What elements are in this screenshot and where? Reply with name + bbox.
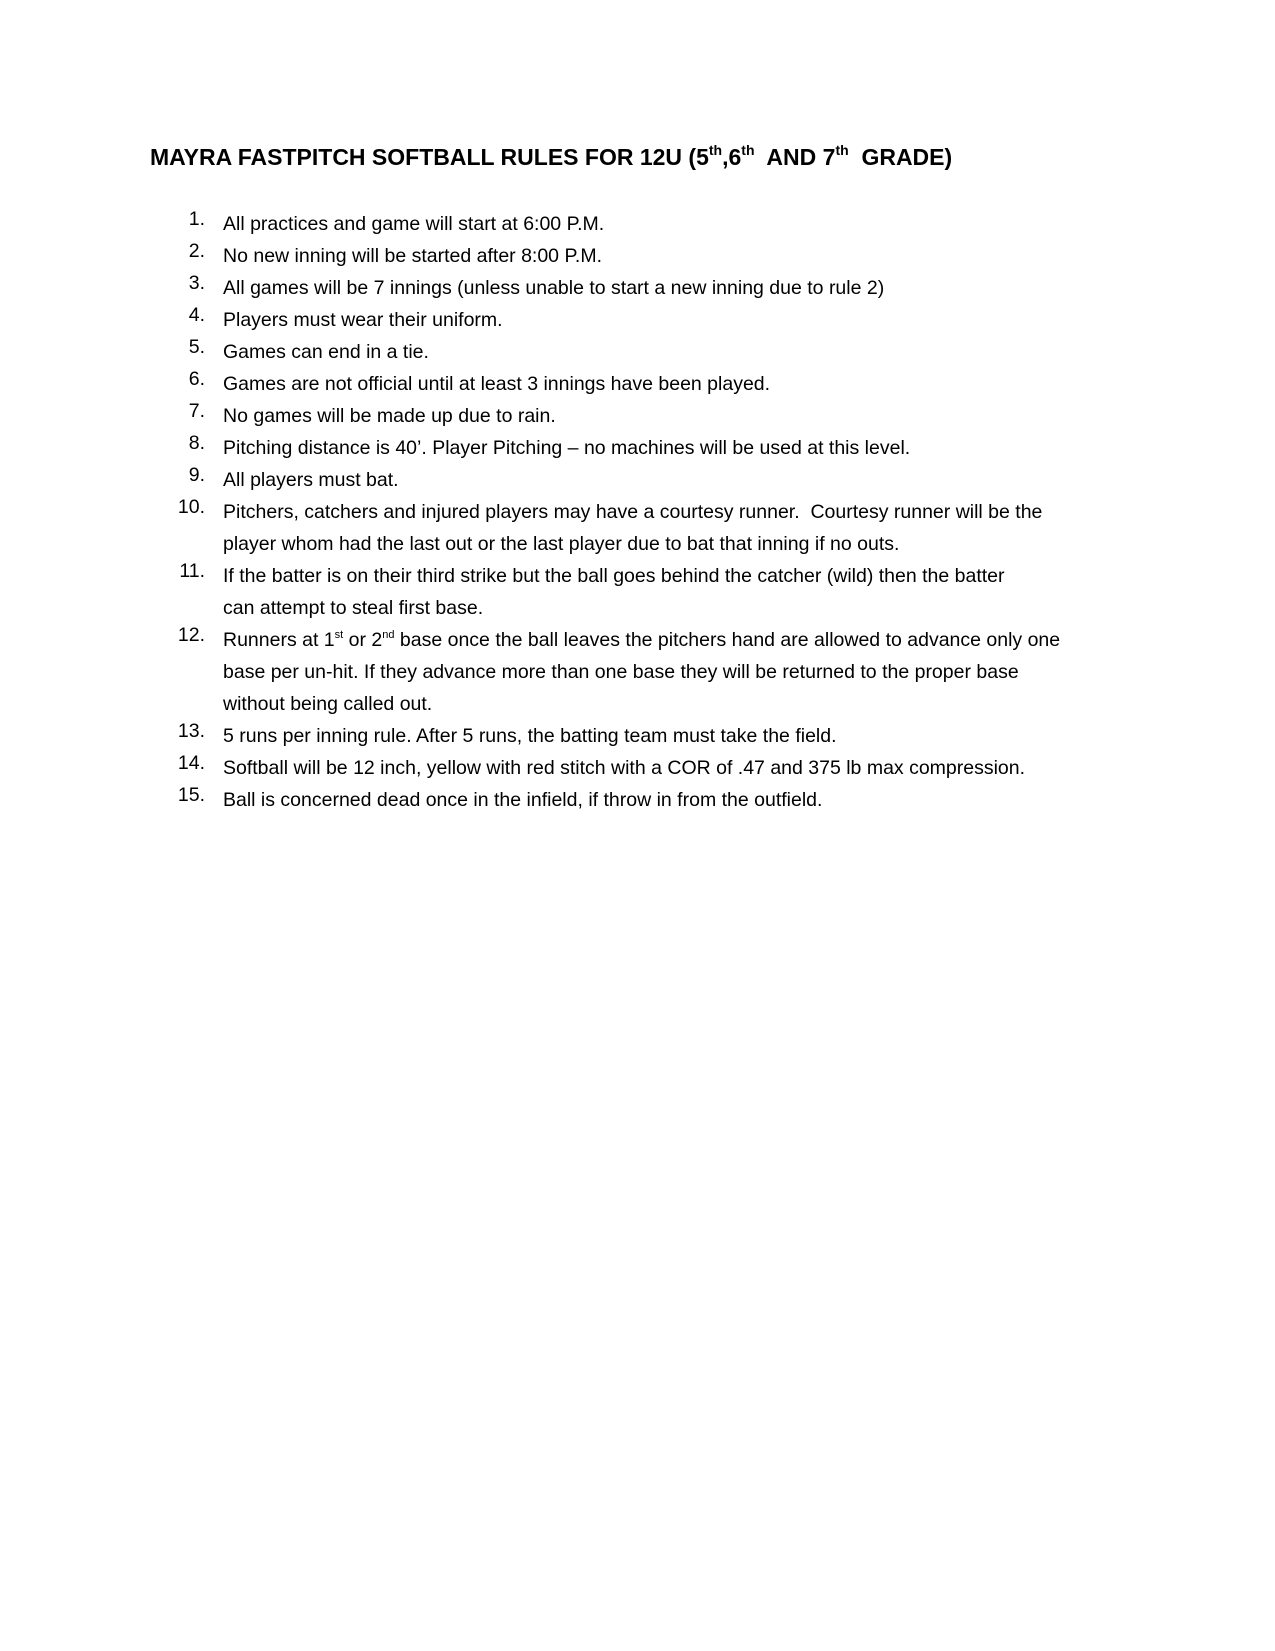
rule-number: 4. — [188, 304, 205, 326]
rule-text: Players must wear their uniform. — [223, 309, 503, 331]
rule-item — [150, 752, 1130, 784]
rule-text: Ball is concerned dead once in the infield, if throw in from the outfield. — [223, 789, 823, 811]
rules-list — [150, 208, 1130, 816]
rule-number: 10. — [177, 496, 205, 518]
rule-text-part: Runners at 1 — [223, 629, 335, 651]
rule-text: Games are not official until at least 3 innings have been played. — [223, 373, 771, 395]
rule-text: Softball will be 12 inch, yellow with red stitch with a COR of .47 and 375 lb max compression. — [223, 757, 1026, 779]
rule-text: All players must bat. — [223, 469, 399, 491]
rule-item — [150, 400, 1130, 432]
rule-text: All practices and game will start at 6:00 P.M. — [223, 213, 605, 235]
rule-item — [150, 208, 1130, 240]
title-superscript: th — [741, 142, 755, 158]
rule-text-continued: can attempt to steal first base. — [223, 597, 484, 619]
title-text: ,6 — [722, 144, 742, 170]
title-superscript: th — [835, 142, 849, 158]
rule-item — [150, 336, 1130, 368]
title-text: GRADE) — [848, 144, 953, 170]
rule-item — [150, 272, 1130, 304]
rule-item — [150, 496, 1130, 560]
title-superscript: th — [708, 142, 723, 158]
rule-item — [150, 720, 1130, 752]
rule-item — [150, 560, 1130, 624]
rule-number: 1. — [188, 208, 205, 230]
rule-item — [150, 368, 1130, 400]
ordinal-superscript: st — [334, 629, 344, 641]
rule-text: No new inning will be started after 8:00 P.M. — [223, 245, 603, 267]
rule-text: Pitching distance is 40’. Player Pitching – no machines will be used at this level. — [223, 437, 911, 459]
rule-text: No games will be made up due to rain. — [223, 405, 556, 427]
rule-text: All games will be 7 innings (unless unable to start a new inning due to rule 2) — [223, 277, 885, 299]
rule-number: 9. — [188, 464, 205, 486]
rule-number: 5. — [188, 336, 205, 358]
rule-number: 15. — [177, 784, 205, 806]
rule-item — [150, 432, 1130, 464]
rule-item — [150, 240, 1130, 272]
rule-number: 7. — [188, 400, 205, 422]
rule-text: 5 runs per inning rule. After 5 runs, the batting team must take the field. — [223, 725, 837, 747]
rule-number: 14. — [177, 752, 205, 774]
rule-number: 2. — [188, 240, 205, 262]
ordinal-superscript: nd — [382, 629, 395, 641]
rule-item — [150, 464, 1130, 496]
title-text: AND 7 — [754, 144, 836, 170]
rule-text: Pitchers, catchers and injured players may have a courtesy runner. Courtesy runner will be the — [223, 501, 1043, 523]
rule-text-continued: base per un-hit. If they advance more than one base they will be returned to the proper base — [223, 661, 1019, 683]
rule-number: 11. — [179, 560, 205, 582]
rule-number: 6. — [188, 368, 205, 390]
rule-text-continued: without being called out. — [223, 693, 433, 715]
rule-number: 12. — [177, 624, 205, 646]
rule-item — [150, 624, 1130, 720]
rule-number: 13. — [177, 720, 205, 742]
rule-text-continued: player whom had the last out or the last player due to bat that inning if no outs. — [223, 533, 900, 555]
rule-text: Games can end in a tie. — [223, 341, 429, 363]
rule-item — [150, 784, 1130, 816]
rule-text-part: base once the ball leaves the pitchers hand are allowed to advance only one — [394, 629, 1061, 651]
rule-text — [223, 624, 1130, 656]
page-title — [150, 142, 1150, 170]
rule-number: 3. — [188, 272, 205, 294]
rule-item — [150, 304, 1130, 336]
title-text: MAYRA FASTPITCH SOFTBALL RULES FOR 12U (5 — [150, 144, 709, 170]
rule-text: If the batter is on their third strike but the ball goes behind the catcher (wild) then the batter — [223, 565, 1005, 587]
rule-text-part: or 2 — [343, 629, 383, 651]
rule-number: 8. — [188, 432, 205, 454]
